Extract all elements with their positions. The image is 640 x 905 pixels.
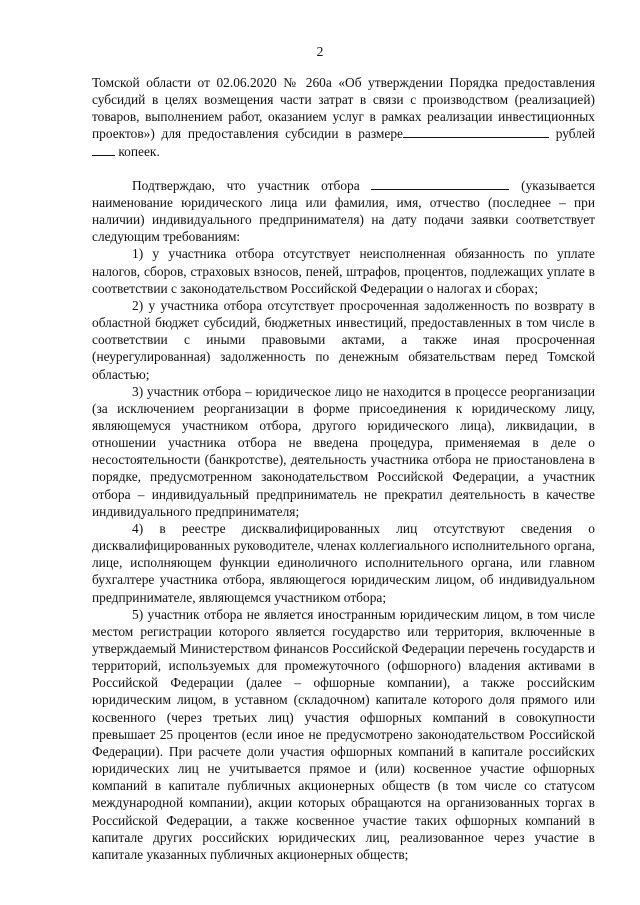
requirement-item-3: 3) участник отбора – юридическое лицо не находится в процессе реорганизации (за исключением реорганизации в форме присоединения к юридическому лицу, являющемуся участником отбора, другого юридического лица), ликвидации, в отношении участника отбора не введена процедура, применяемая в деле о несостоятельности (банкротстве), деятельность участника отбора не приостановлена в порядке, предусмотренном законодательством Российской Федерации, а участник отбора – индивидуальный предприниматель не прекратил деятельность в качестве индивидуального предпринимателя; <box>92 383 595 519</box>
rub-label: рублей <box>555 126 595 142</box>
requirement-item-2: 2) у участника отбора отсутствует просроченная задолженность по возврату в областной бюджет субсидий, бюджетных инвестиций, предоставленных в том числе в соответствии с иными правовыми актами, а также иная просроченная (неурегулированная) задолженность по денежным обязательствам перед Томской областью; <box>92 297 595 382</box>
confirmation-paragraph <box>92 177 595 246</box>
requirement-item-5: 5) участник отбора не является иностранным юридическим лицом, в том числе местом регистрации которого является государство или территория, включенные в утверждаемый Министерством финансов Российской Федерации перечень государств и территорий, используемых для промежуточного (офшорного) владения активами в Российской Федерации (далее – офшорные компании), а также российским юридическим лицом, в уставном (складочном) капитале которого доля прямого или косвенного (через третьих лиц) участия офшорных компаний в совокупности превышает 25 процентов (если иное не предусмотрено законодательством Российской Федерации). При расчете доли участия офшорных компаний в капитале российских юридических лиц не учитывается прямое и (или) косвенное участие офшорных компаний в капитале публичных акционерных обществ (в том числе со статусом международной компании), акции которых обращаются на организованных торгах в Российской Федерации, а также косвенное участие таких офшорных компаний в капитале других российских юридических лиц, реализованное через участие в капитале указанных публичных акционерных обществ; <box>92 606 595 862</box>
intro-text: Томской области от 02.06.2020 № 260а «Об утверждении Порядка предоставления субсидий в целях возмещения части затрат в связи с производством (реализацией) товаров, выполнением работ, оказанием услуг в рамках реализации инвестиционных проектов») для предоставления субсидии в размере <box>92 75 595 142</box>
requirement-item-1: 1) у участника отбора отсутствует неисполненная обязанность по уплате налогов, сборов, страховых взносов, пеней, штрафов, процентов, подлежащих уплате в соответствии с законодательством Российской Федерации о налогах и сборах; <box>92 246 595 296</box>
amount-blank <box>403 125 549 138</box>
intro-paragraph <box>92 74 595 160</box>
document-body <box>92 74 595 863</box>
requirement-item-4: 4) в реестре дисквалифицированных лиц отсутствуют сведения о дисквалифицированных руководителе, членах коллегиального исполнительного органа, лице, исполняющем функции единоличного исполнительного органа, или главном бухгалтере участника отбора, являющегося юридическим лицом, об индивидуальном предпринимателе, являющемся участником отбора; <box>92 520 595 605</box>
page-number: 2 <box>316 44 324 59</box>
kop-label: копеек. <box>118 143 160 159</box>
participant-name-blank <box>371 177 509 190</box>
confirmation-rest: (указывается наименование юридического лица или фамилия, имя, отчество (последнее – при наличии) индивидуального предпринимателя) на дату подачи заявки соответствует следующим требованиям: <box>92 177 595 245</box>
confirmation-lead: Подтверждаю, что участник отбора <box>132 177 360 193</box>
kopeck-blank <box>92 143 115 156</box>
